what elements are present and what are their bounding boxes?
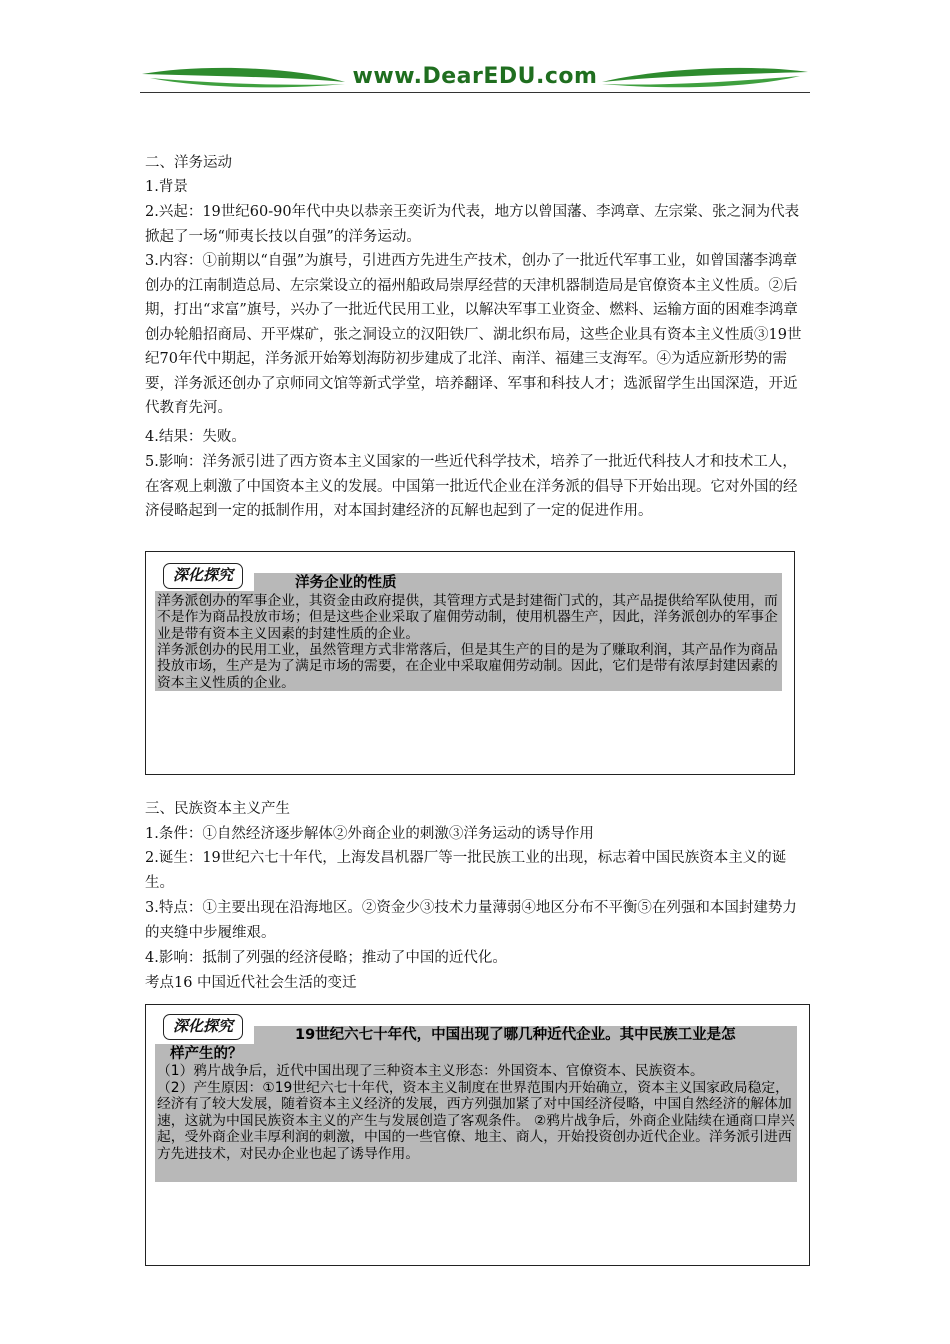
box-paragraph: 洋务派创办的民用工业，虽然管理方式非常落后，但是其生产的目的是为了赚取利润，其产品作为商品投放市场，生产是为了满足市场的需要，在企业中采取雇佣劳动制。因此，它们是带有浓厚封建因素的资本主义性质的企业。 (157, 642, 778, 691)
section-heading: 二、洋务运动 (145, 155, 232, 171)
site-logo: www.DearEDU.com (352, 64, 598, 89)
list-item: 2.兴起：19世纪60-90年代中央以恭亲王奕䜣为代表，地方以曾国藩、李鸿章、左宗棠、张之洞为代表掀起了一场“师夷长技以自强”的洋务运动。 (145, 204, 800, 245)
list-item: 5.影响：洋务派引进了西方资本主义国家的一些近代科学技术，培养了一批近代科技人才和技术工人，在客观上刺激了中国资本主义的发展。中国第一批近代企业在洋务派的倡导下开始出现。它对外国的经济侵略起到一定的抵制作用，对本国封建经济的瓦解也起到了一定的促进作用。 (145, 454, 798, 519)
deep-inquiry-stamp: 深化探究 (163, 563, 243, 589)
list-item: 4.结果：失败。 (145, 429, 246, 445)
list-item: 3.内容：①前期以“自强”为旗号，引进西方先进生产技术，创办了一批近代军事工业，如曾国藩李鸿章创办的江南制造总局、左宗棠设立的福州船政局崇厚经营的天津机器制造局是官僚资本主义性质。②后期，打出“求富”旗号，兴办了一批近代民用工业，以解决军事工业资金、燃料、运输方面的困难李鸿章创办轮船招商局、开平煤矿，张之洞设立的汉阳铁厂、湖北织布局，这些企业具有资本主义性质③19世纪70年代中期起，洋务派开始筹划海防初步建成了北洋、南洋、福建三支海军。④为适应新形势的需要，洋务派还创办了京师同文馆等新式学堂，培养翻译、军事和科技人才；选派留学生出国深造，开近代教育先河。 (145, 253, 802, 416)
box-paragraph: （2）产生原因：①19世纪六七十年代，资本主义制度在世界范围内开始确立，资本主义国家政局稳定，经济有了较大发展，随着资本主义经济的发展，西方列强加紧了对中国经济侵略，中国自然经济的解体加速，这就为中国民族资本主义的产生与发展创造了客观条件。 ②鸦片战争后，外商企业陆续在通商口岸兴起，受外商企业丰厚利润的刺激，中国的一些官僚、地主、商人，开始投资创办近代企业。洋务派引进西方先进技术，对民办企业也起了诱导作用。 (157, 1080, 795, 1162)
list-item: 1.条件：①自然经济逐步解体②外商企业的刺激③洋务运动的诱导作用 (145, 826, 594, 842)
list-item: 1.背景 (145, 179, 188, 195)
exam-point-heading: 考点16 中国近代社会生活的变迁 (145, 975, 357, 991)
header-divider (140, 92, 810, 93)
box-title: 19世纪六七十年代，中国出现了哪几种近代企业。其中民族工业是怎 (295, 1027, 736, 1043)
list-item: 3.特点：①主要出现在沿海地区。②资金少③技术力量薄弱④地区分布不平衡⑤在列强和本国封建势力的夹缝中步履维艰。 (145, 900, 797, 941)
list-item: 4.影响：抵制了列强的经济侵略；推动了中国的近代化。 (145, 950, 507, 966)
box-title: 洋务企业的性质 (295, 575, 397, 591)
box-title-continued: 样产生的？ (170, 1046, 243, 1062)
deep-inquiry-stamp: 深化探究 (163, 1014, 243, 1040)
section-heading: 三、民族资本主义产生 (145, 801, 290, 817)
box-paragraph: （1）鸦片战争后，近代中国出现了三种资本主义形态：外国资本、官僚资本、民族资本。 (157, 1063, 704, 1079)
page-header (140, 60, 810, 100)
box-paragraph: 洋务派创办的军事企业，其资金由政府提供，其管理方式是封建衙门式的，其产品提供给军队使用，而不是作为商品投放市场；但是这些企业采取了雇佣劳动制，使用机器生产，因此，洋务派创办的军事企业是带有资本主义因素的封建性质的企业。 (157, 593, 778, 642)
list-item: 2.诞生：19世纪六七十年代，上海发昌机器厂等一批民族工业的出现，标志着中国民族资本主义的诞生。 (145, 850, 787, 891)
